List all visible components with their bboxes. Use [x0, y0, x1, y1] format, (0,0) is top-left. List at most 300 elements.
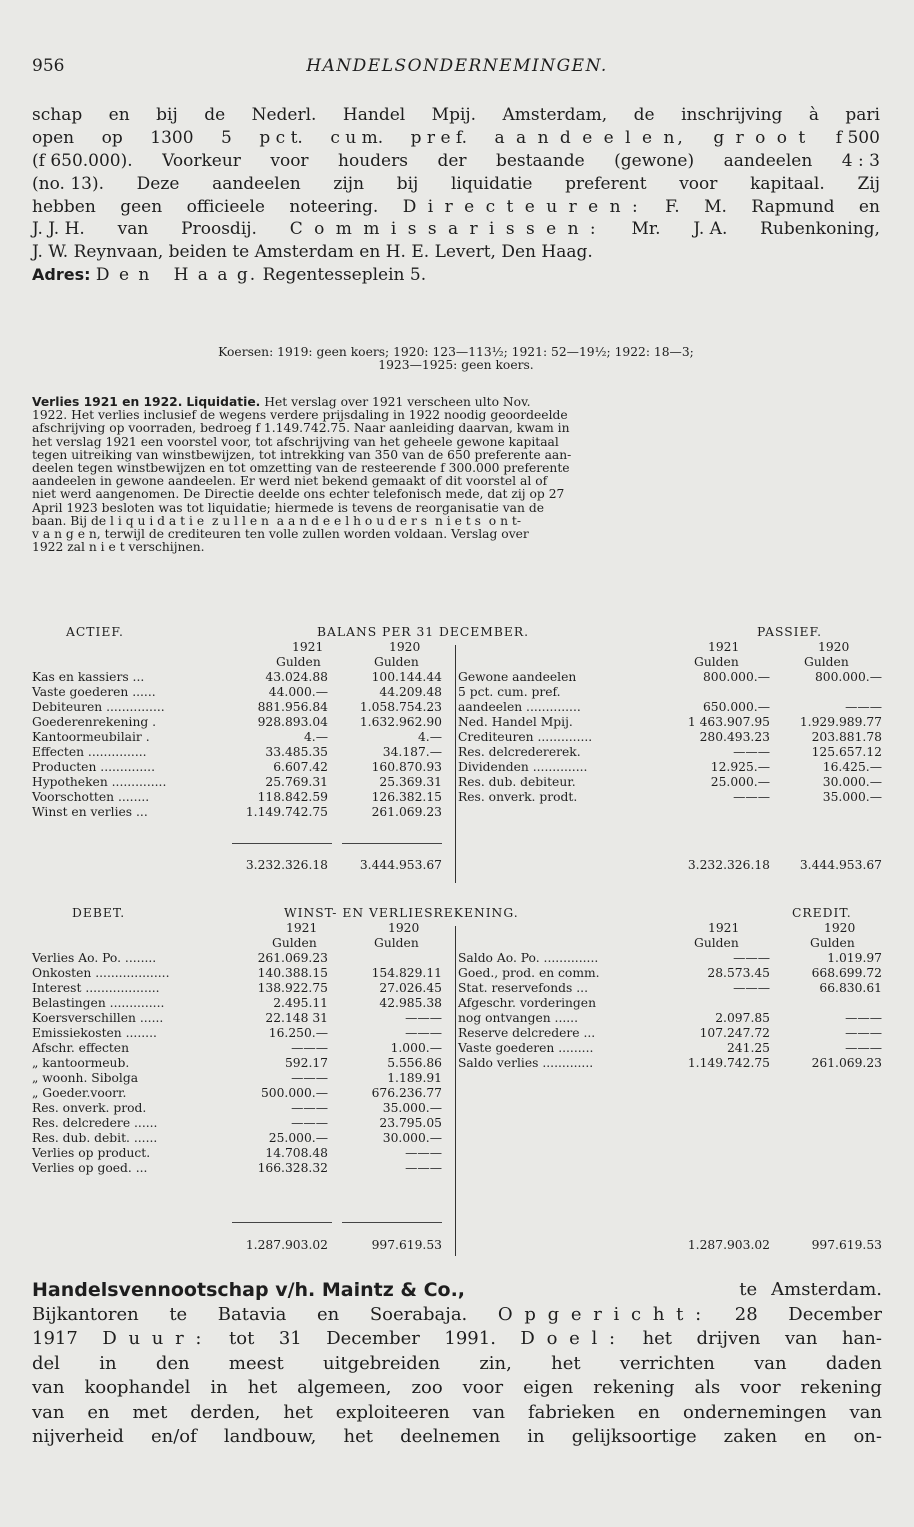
word: in — [527, 1426, 545, 1447]
table-row — [32, 1011, 882, 1026]
word: op — [101, 127, 123, 148]
unit-label: Gulden — [272, 936, 317, 950]
word: officieele — [186, 196, 265, 217]
balance-sheet — [32, 625, 882, 883]
value-1921: 2.495.11 — [273, 996, 328, 1010]
row-label: Vaste goederen ...... — [32, 685, 156, 699]
year-label: 1920 — [818, 640, 850, 654]
table-row — [32, 1026, 882, 1041]
word: Proosdij. — [181, 219, 257, 240]
koersen-block — [32, 346, 880, 372]
unit-header — [32, 936, 882, 951]
table-row — [32, 805, 882, 820]
word: bij — [396, 173, 419, 194]
row-label: Saldo Ao. Po. .............. — [458, 951, 599, 965]
word: c u m. — [330, 127, 384, 148]
row-label: Goederenrekening . — [32, 715, 157, 729]
text-line: deelen tegen winstbewijzen en tot omzetting van de resteerende f 300.000 preferente — [32, 461, 570, 475]
row-label: Res. dub. debiteur. — [458, 775, 576, 789]
row-label: Saldo verlies ............. — [458, 1056, 594, 1070]
row-label: Crediteuren .............. — [458, 730, 593, 744]
row-label: Res. delcredere ...... — [32, 1116, 158, 1130]
text-line: tegen uitreiking van winstbewijzen, tot intrekking van 350 van de 650 preferente aan- — [32, 447, 572, 462]
value-1921: 241.25 — [726, 1041, 770, 1055]
text-line — [32, 104, 880, 127]
word: den — [155, 1352, 190, 1374]
value-1920: 25.369.31 — [379, 775, 442, 789]
value-1921: 33.485.35 — [265, 745, 328, 759]
table-row — [32, 715, 882, 730]
table-row — [32, 670, 882, 685]
word: van — [849, 1401, 882, 1423]
word: Zij — [857, 173, 880, 194]
word: en — [858, 196, 880, 217]
word: D u u r : — [102, 1328, 205, 1349]
word: en — [87, 1401, 110, 1423]
word: en — [316, 1303, 340, 1325]
value-1920: ——— — [845, 1011, 882, 1025]
koersen-line: 1923—1925: geen koers. — [378, 358, 534, 373]
word: rekening — [800, 1377, 882, 1398]
row-label: Debiteuren ............... — [32, 700, 165, 714]
row-label: Afgeschr. vorderingen — [458, 996, 597, 1010]
value-1921: 44.000.— — [268, 685, 328, 699]
address-city: D e n H a a g. — [95, 265, 258, 286]
total-value: 3.444.953.67 — [799, 858, 882, 872]
word: Voorkeur — [162, 150, 241, 171]
pl-totals — [32, 1238, 882, 1253]
word: en — [108, 105, 130, 125]
row-label: „ kantoormeub. — [32, 1056, 130, 1070]
word: voor — [270, 150, 309, 171]
word: (no. 13). — [32, 173, 104, 194]
word: zin, — [479, 1352, 512, 1374]
word: het — [642, 1328, 673, 1349]
value-1921: 140.388.15 — [257, 966, 328, 980]
word: open — [32, 127, 75, 148]
row-label: Emissiekosten ........ — [32, 1026, 157, 1040]
word: exploiteeren — [335, 1401, 450, 1423]
word: D o e l : — [520, 1328, 619, 1349]
row-label: Interest ................... — [32, 981, 160, 995]
row-label: Ned. Handel Mpij. — [458, 715, 573, 729]
value-1920: 160.870.93 — [371, 760, 442, 774]
total-value: 997.619.53 — [811, 1238, 882, 1252]
value-1921: 14.708.48 — [265, 1146, 328, 1160]
word: het — [551, 1352, 581, 1374]
pl-titles — [32, 906, 882, 921]
value-1920: 800.000.— — [814, 670, 882, 684]
row-label: Dividenden .............. — [458, 760, 588, 774]
word: deelnemen — [400, 1426, 501, 1447]
value-1920: 23.795.05 — [379, 1116, 442, 1130]
word: December — [788, 1303, 882, 1325]
word: fabrieken — [527, 1401, 616, 1423]
word: de — [633, 105, 655, 125]
value-1921: ——— — [733, 981, 770, 995]
maintz-paragraph — [32, 1278, 882, 1450]
word: uitgebreiden — [322, 1352, 441, 1374]
table-row — [32, 685, 882, 700]
value-1921: 107.247.72 — [699, 1026, 770, 1040]
word: hebben — [32, 196, 96, 217]
table-row — [32, 966, 882, 981]
value-1921: 25.769.31 — [265, 775, 328, 789]
word: het — [247, 1377, 278, 1398]
word: voor — [462, 1377, 504, 1398]
word: rekening — [593, 1377, 675, 1398]
value-1920: ——— — [405, 1011, 442, 1025]
word: à — [808, 105, 819, 125]
word: Mpij. — [431, 105, 477, 125]
value-1920: 1.058.754.23 — [359, 700, 442, 714]
word: algemeen, — [297, 1377, 392, 1398]
text-line — [32, 1425, 882, 1450]
debet-title: DEBET. — [72, 906, 126, 920]
value-1921: 25.000.— — [268, 1131, 328, 1145]
row-label: Voorschotten ........ — [32, 790, 150, 804]
row-label: Res. onverk. prodt. — [458, 790, 578, 804]
value-1920: 1.929.989.77 — [799, 715, 882, 729]
value-1920: ——— — [845, 1041, 882, 1055]
row-label: Kas en kassiers ... — [32, 670, 145, 684]
page-header — [32, 56, 882, 82]
column-divider — [455, 926, 456, 1256]
value-1920: 44.209.48 — [379, 685, 442, 699]
text-line — [32, 1278, 882, 1303]
row-label: Kantoormeubilair . — [32, 730, 150, 744]
table-row — [32, 1131, 882, 1146]
word: drijven — [696, 1328, 761, 1349]
table-row — [32, 745, 882, 760]
column-divider — [455, 645, 456, 883]
word: 1991. — [444, 1328, 496, 1349]
row-label: Producten .............. — [32, 760, 156, 774]
value-1921: 800.000.— — [702, 670, 770, 684]
word: J. A. — [693, 219, 728, 240]
word: het — [283, 1401, 313, 1423]
table-row — [32, 1161, 882, 1176]
word: bestaande — [495, 150, 585, 171]
text-line — [32, 218, 880, 241]
value-1921: 6.607.42 — [273, 760, 328, 774]
row-label: Goed., prod. en comm. — [458, 966, 600, 980]
value-1920: 35.000.— — [382, 1101, 442, 1115]
value-1921: 118.842.59 — [257, 790, 328, 804]
word: en/of — [150, 1426, 197, 1447]
word: preferent — [565, 173, 647, 194]
word: C o m m i s s a r i s s e n : — [289, 219, 599, 240]
value-1920: 126.382.15 — [371, 790, 442, 804]
value-1921: 4.— — [303, 730, 328, 744]
year-label: 1921 — [708, 921, 740, 935]
word: 31 — [278, 1328, 302, 1349]
text-line — [32, 1376, 882, 1401]
word: F. — [665, 196, 680, 217]
word: voor — [740, 1377, 781, 1398]
sum-rule — [342, 843, 442, 844]
value-1921: 650.000.— — [702, 700, 770, 714]
word: zoo — [411, 1377, 443, 1398]
word: nijverheid — [32, 1426, 124, 1447]
value-1920: 1.632.962.90 — [359, 715, 442, 729]
word: f 500 — [835, 127, 880, 148]
word: 28 — [734, 1303, 758, 1325]
passief-title: PASSIEF. — [757, 625, 823, 639]
verlies-first-line: Het verslag over 1921 verscheen ulto Nov. — [264, 395, 531, 409]
word: O p g e r i c h t : — [497, 1303, 705, 1325]
unit-label: Gulden — [374, 936, 419, 950]
year-label: 1920 — [388, 921, 420, 935]
text-line: aandeelen in gewone aandeelen. Er werd niet bekend gemaakt of dit voorstel al of — [32, 474, 548, 489]
word: Deze — [136, 173, 180, 194]
word: meest — [228, 1352, 284, 1374]
value-1921: 166.328.32 — [257, 1161, 328, 1175]
year-header — [32, 921, 882, 936]
word: zijn — [333, 173, 365, 194]
word: (f 650.000). — [32, 150, 133, 171]
value-1921: 22.148 31 — [265, 1011, 328, 1025]
word: van — [472, 1401, 506, 1423]
unit-label: Gulden — [374, 655, 419, 669]
word: de — [204, 105, 226, 125]
word: Rubenkoning, — [760, 219, 880, 240]
word: koophandel — [84, 1377, 191, 1398]
row-label: Effecten ............... — [32, 745, 147, 759]
total-value: 1.287.903.02 — [245, 1238, 328, 1252]
value-1920: 154.829.11 — [371, 966, 442, 980]
value-1920: 1.019.97 — [827, 951, 882, 965]
word: (gewone) — [614, 150, 695, 171]
word: verrichten — [619, 1352, 715, 1374]
value-1921: 25.000.— — [710, 775, 770, 789]
value-1921: 881.956.84 — [257, 700, 328, 714]
table-row — [32, 730, 882, 745]
value-1920: 27.026.45 — [379, 981, 442, 995]
text-line — [32, 127, 880, 150]
table-row — [32, 760, 882, 775]
word: kapitaal. — [750, 173, 825, 194]
word: Rapmund — [751, 196, 835, 217]
table-row — [32, 1086, 882, 1101]
row-label: Verlies Ao. Po. ........ — [32, 951, 157, 965]
value-1920: 4.— — [417, 730, 442, 744]
verlies-lines — [32, 409, 880, 554]
word: p r e f. — [410, 127, 467, 148]
balance-titles — [32, 625, 882, 640]
word: met — [132, 1401, 168, 1423]
verlies-heading: Verlies 1921 en 1922. — [32, 395, 183, 409]
text-line — [32, 150, 880, 173]
value-1921: ——— — [291, 1116, 328, 1130]
value-1920: 5.556.86 — [387, 1056, 442, 1070]
address-line — [32, 264, 880, 287]
word: van — [32, 1377, 65, 1398]
text-line — [32, 1352, 882, 1377]
row-label: „ Goeder.voorr. — [32, 1086, 127, 1100]
page-number: 956 — [32, 56, 65, 76]
table-row — [32, 981, 882, 996]
year-label: 1921 — [708, 640, 740, 654]
profit-loss-account — [32, 906, 882, 1256]
word: landbouw, — [223, 1426, 317, 1447]
row-label: Gewone aandeelen — [458, 670, 577, 684]
value-1920: 16.425.— — [822, 760, 882, 774]
company-name: Handelsvennootschap v/h. Maintz & Co., — [32, 1279, 466, 1301]
text-line: afschrijving op voorraden, bedroeg f 1.149.742.75. Naar aanleiding daarvan, kwam in — [32, 421, 570, 436]
value-1921: 12.925.— — [710, 760, 770, 774]
table-row — [32, 775, 882, 790]
liquidatie-label: Liquidatie. — [186, 395, 261, 409]
word: schap — [32, 105, 83, 125]
year-header — [32, 640, 882, 655]
row-label: Afschr. effecten — [32, 1041, 129, 1055]
row-label: Verlies op product. — [32, 1146, 151, 1160]
table-row — [32, 1056, 882, 1071]
row-label: aandeelen .............. — [458, 700, 581, 714]
word: inschrijving — [681, 105, 783, 125]
value-1921: 928.893.04 — [257, 715, 328, 729]
word: Amsterdam. — [771, 1279, 882, 1300]
sum-rule — [232, 1222, 332, 1223]
row-label: Res. dub. debit. ...... — [32, 1131, 158, 1145]
value-1921: 16.250.— — [268, 1026, 328, 1040]
value-1920: 30.000.— — [382, 1131, 442, 1145]
value-1921: ——— — [291, 1101, 328, 1115]
text-line — [32, 1401, 882, 1426]
text-line — [32, 1303, 882, 1328]
table-row — [32, 996, 882, 1011]
unit-label: Gulden — [276, 655, 321, 669]
value-1920: 203.881.78 — [811, 730, 882, 744]
actief-title: ACTIEF. — [66, 625, 124, 639]
value-1920: 100.144.44 — [371, 670, 442, 684]
value-1920: 125.657.12 — [811, 745, 882, 759]
word: aandeelen — [723, 150, 813, 171]
row-label: Res. delcredererek. — [458, 745, 581, 759]
word: p c t. — [259, 127, 303, 148]
unit-label: Gulden — [804, 655, 849, 669]
balans-title: BALANS PER 31 DECEMBER. — [317, 625, 530, 639]
word: eigen — [523, 1377, 574, 1398]
table-row — [32, 700, 882, 715]
table-row — [32, 1101, 882, 1116]
word: pari — [845, 105, 880, 125]
word: Bijkantoren — [32, 1303, 139, 1325]
row-label: Koersverschillen ...... — [32, 1011, 164, 1025]
word: 1917 — [32, 1328, 78, 1349]
value-1921: 1.149.742.75 — [687, 1056, 770, 1070]
balance-totals — [32, 858, 882, 873]
word: in — [99, 1352, 117, 1374]
text-line — [32, 196, 880, 219]
word: 5 — [221, 127, 232, 148]
word: Nederl. — [251, 105, 317, 125]
word: noteering. — [289, 196, 379, 217]
value-1921: ——— — [733, 790, 770, 804]
word: van — [784, 1328, 818, 1349]
word: 4 : 3 — [841, 150, 880, 171]
table-row — [32, 790, 882, 805]
word: zaken — [723, 1426, 778, 1447]
row-label: Winst en verlies ... — [32, 805, 148, 819]
row-label: Stat. reservefonds ... — [458, 981, 588, 995]
row-label: Res. onverk. prod. — [32, 1101, 147, 1115]
total-value: 997.619.53 — [371, 1238, 442, 1252]
text-span — [739, 1278, 882, 1303]
value-1921: 500.000.— — [260, 1086, 328, 1100]
value-1921: ——— — [291, 1071, 328, 1085]
sum-rule — [232, 843, 332, 844]
word: ondernemingen — [683, 1401, 827, 1423]
row-label: 5 pct. cum. pref. — [458, 685, 561, 699]
value-1921: 280.493.23 — [699, 730, 770, 744]
word: derden, — [190, 1401, 261, 1423]
value-1920: 261.069.23 — [371, 805, 442, 819]
value-1920: 1.189.91 — [387, 1071, 442, 1085]
row-label: Onkosten ................... — [32, 966, 170, 980]
unit-label: Gulden — [810, 936, 855, 950]
value-1921: 28.573.45 — [707, 966, 770, 980]
unit-label: Gulden — [694, 936, 739, 950]
word: M. — [704, 196, 727, 217]
word: houders — [338, 150, 408, 171]
value-1920: 676.236.77 — [371, 1086, 442, 1100]
word: voor — [679, 173, 718, 194]
table-row — [32, 1071, 882, 1086]
word: gelijksoortige — [571, 1426, 697, 1447]
value-1920: 42.985.38 — [379, 996, 442, 1010]
word: aandeelen — [212, 173, 301, 194]
value-1921: 261.069.23 — [257, 951, 328, 965]
text-line: het verslag 1921 een voorstel voor, tot afschrijving van het geheele gewone kapitaal — [32, 434, 559, 449]
word: December — [326, 1328, 420, 1349]
row-label: Verlies op goed. ... — [32, 1161, 148, 1175]
row-label: Reserve delcredere ... — [458, 1026, 596, 1040]
address-street: Regentesseplein 5. — [262, 265, 427, 286]
value-1920: ——— — [845, 1026, 882, 1040]
value-1921: 1 463.907.95 — [687, 715, 770, 729]
text-line: 1922 zal n i e t verschijnen. — [32, 540, 205, 555]
total-value: 3.444.953.67 — [359, 858, 442, 872]
value-1921: 1.149.742.75 — [245, 805, 328, 819]
word: J. J. H. — [32, 219, 85, 240]
value-1921: ——— — [291, 1041, 328, 1055]
word: het — [343, 1426, 373, 1447]
text-line — [32, 1327, 882, 1352]
year-label: 1921 — [286, 921, 318, 935]
word: en — [804, 1426, 827, 1447]
text-line: April 1923 besloten was tot liquidatie; hiermede is tevens de reorganisatie van de — [32, 500, 544, 515]
word: Batavia — [217, 1303, 287, 1325]
word: daden — [825, 1352, 882, 1374]
word: Mr. — [631, 219, 661, 240]
value-1920: 1.000.— — [390, 1041, 442, 1055]
value-1920: 34.187.— — [382, 745, 442, 759]
word: a a n d e e l e n, — [494, 127, 686, 148]
value-1921: ——— — [733, 951, 770, 965]
winst-title: WINST- EN VERLIESREKENING. — [284, 906, 519, 920]
text-line — [32, 173, 880, 196]
word: Soerabaja. — [369, 1303, 468, 1325]
word: van — [117, 219, 149, 240]
word: en — [637, 1401, 661, 1423]
value-1921: 138.922.75 — [257, 981, 328, 995]
year-label: 1921 — [292, 640, 324, 654]
word: on- — [853, 1426, 882, 1447]
word: te — [739, 1279, 758, 1300]
value-1921: 592.17 — [284, 1056, 328, 1070]
